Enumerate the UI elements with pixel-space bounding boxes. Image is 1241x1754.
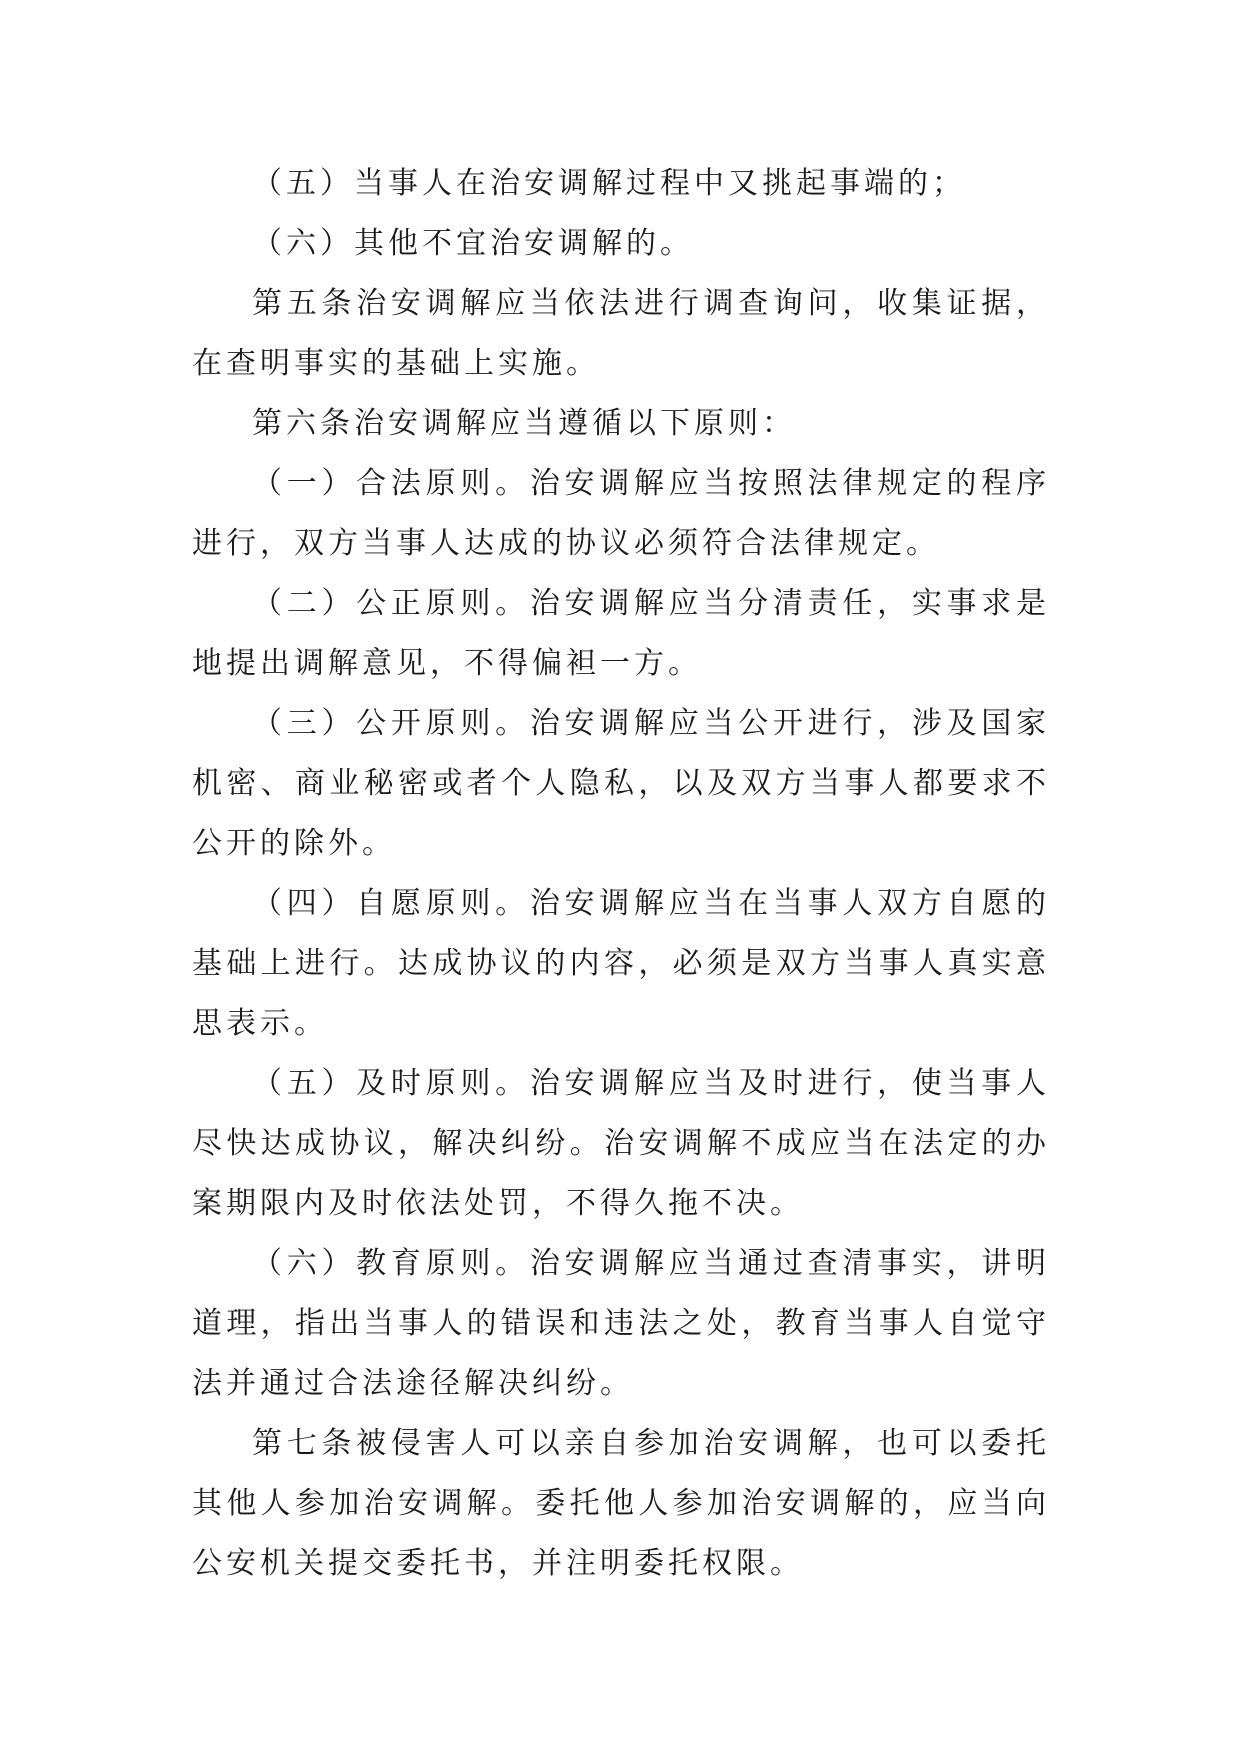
principle-openness: （三）公开原则。治安调解应当公开进行，涉及国家机密、商业秘密或者个人隐私，以及双方当事人都要求不公开的除外。 [192, 706, 1050, 861]
principle-legality: （一）合法原则。治安调解应当按照法律规定的程序进行，双方当事人达成的协议必须符合法律规定。 [192, 466, 1050, 561]
principle-voluntariness: （四）自愿原则。治安调解应当在当事人双方自愿的基础上进行。达成协议的内容，必须是双方当事人真实意思表示。 [192, 886, 1050, 1041]
principle-timeliness: （五）及时原则。治安调解应当及时进行，使当事人尽快达成协议，解决纠纷。治安调解不成应当在法定的办案期限内及时依法处罚，不得久拖不决。 [192, 1066, 1050, 1221]
article-7-paragraph: 第七条被侵害人可以亲自参加治安调解，也可以委托其他人参加治安调解。委托他人参加治安调解的，应当向公安机关提交委托书，并注明委托权限。 [192, 1426, 1050, 1581]
article-6-paragraph: 第六条治安调解应当遵循以下原则： [252, 406, 796, 441]
article-5-paragraph: 第五条治安调解应当依法进行调查询问，收集证据，在查明事实的基础上实施。 [192, 286, 1050, 381]
paragraph-item-5: （五）当事人在治安调解过程中又挑起事端的； [252, 166, 966, 201]
principle-fairness: （二）公正原则。治安调解应当分清责任，实事求是地提出调解意见，不得偏袒一方。 [192, 586, 1050, 681]
principle-education: （六）教育原则。治安调解应当通过查清事实，讲明道理，指出当事人的错误和违法之处，教育当事人自觉守法并通过合法途径解决纠纷。 [192, 1246, 1050, 1401]
document-body [192, 154, 1050, 1594]
paragraph-item-6: （六）其他不宜治安调解的。 [252, 226, 694, 261]
